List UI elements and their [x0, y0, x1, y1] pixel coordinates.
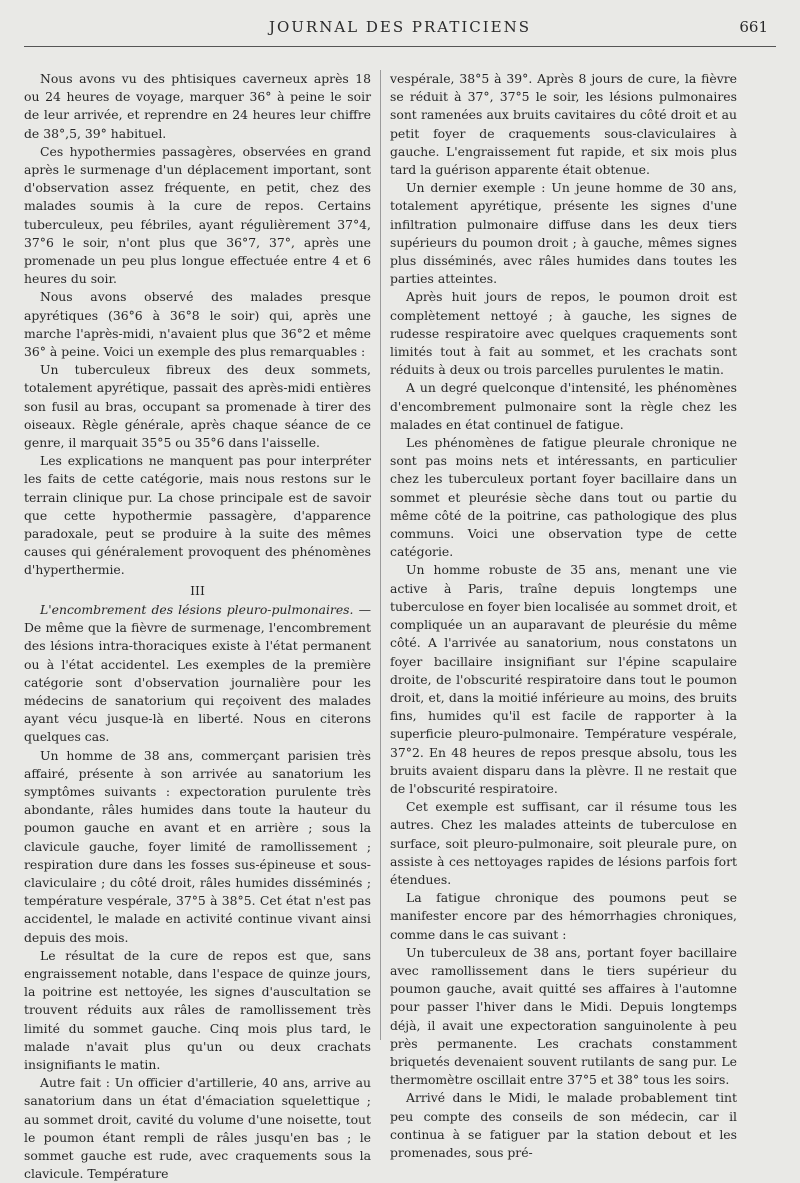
paragraph: Les phénomènes de fatigue pleurale chronique ne sont pas moins nets et intéressants, en particulier chez les tuberculeux portant foyer bacillaire dans un sommet et pleurésie sèche dans tout ou partie du même côté de la poitrine, cas pathologique des plus communs. Voici une observation type de cette catégorie. — [390, 435, 737, 560]
paragraph: Un dernier exemple : Un jeune homme de 30 ans, totalement apyrétique, présente les signes d'une infiltration pulmonaire diffuse dans les deux tiers supérieurs du poumon droit ; à gauche, mêmes signes plus disséminés, avec râles humides dans toutes les parties atteintes. — [390, 180, 737, 287]
paragraph: Un tuberculeux fibreux des deux sommets, totalement apyrétique, passait des après-midi entières son fusil au bras, occupant sa promenade à tirer des oiseaux. Règle générale, après chaque séance de ce genre, il marquait 35°5 ou 35°6 dans l'aisselle. — [24, 362, 371, 451]
paragraph: Le résultat de la cure de repos est que, sans engraissement notable, dans l'espace de quinze jours, la poitrine est nettoyée, les signes d'auscultation se trouvent réduits aux râles de ramollissement très limité du sommet gauche. Cinq mois plus tard, le malade n'avait plus qu'un ou deux crachats insignifiants le matin. — [24, 947, 371, 1072]
section-text: — De même que la fièvre de surmenage, l'encombrement des lésions intra-thoraciques existe à l'état permanent ou à l'état accidentel. Les exemples de la première catégorie sont d'observation journalière pour les médecins de sanatorium qui reçoivent des malades ayant vécu jusque-là en liberté. Nous en citerons quelques cas. — [24, 601, 371, 745]
page-number: 661 — [739, 18, 768, 36]
running-header — [24, 18, 776, 44]
paragraph: Autre fait : Un officier d'artillerie, 40 ans, arrive au sanatorium dans un état d'émaciation squelettique ; au sommet droit, cavité du volume d'une noisette, tout le poumon étant rempli de râles jusqu'en bas ; le sommet gauche est rude, avec craquements sous la clavicule. Température — [24, 1075, 371, 1182]
paragraph: Nous avons vu des phtisiques caverneux après 18 ou 24 heures de voyage, marquer 36° à peine le soir de leur arrivée, et reprendre en 24 heures leur chiffre de 38°,5, 39° habituel. — [24, 71, 371, 141]
paragraph: La fatigue chronique des poumons peut se manifester encore par des hémorrhagies chroniques, comme dans le cas suivant : — [390, 890, 737, 942]
paragraph: vespérale, 38°5 à 39°. Après 8 jours de cure, la fièvre se réduit à 37°, 37°5 le soir, les lésions pulmonaires sont ramenées aux bruits cavitaires du côté droit et au petit foyer de craquements sous-claviculaires à gauche. L'engraissement fut rapide, et six mois plus tard la guérison apparente était obtenue. — [390, 71, 737, 178]
journal-title: JOURNAL DES PRATICIENS — [268, 18, 532, 36]
paragraph: Les explications ne manquent pas pour interpréter les faits de cette catégorie, mais nous restons sur le terrain clinique pur. La chose principale est de savoir que cette hypothermie passagère, d'apparence paradoxale, peut se produire à la suite des mêmes causes qui généralement provoquent des phénomènes d'hyperthermie. — [24, 453, 371, 578]
paragraph: Ces hypothermies passagères, observées en grand après le surmenage d'un déplacement important, sont d'observation assez fréquente, en petit, chez des malades soumis à la cure de repos. Certains tuberculeux, peu fébriles, ayant régulièrement 37°4, 37°6 le soir, n'ont plus que 36°7, 37°, après une promenade un peu plus longue effectuée entre 4 et 6 heures du soir. — [24, 143, 371, 287]
paragraph: Un tuberculeux de 38 ans, portant foyer bacillaire avec ramollissement dans le tiers supérieur du poumon gauche, avait quitté ses affaires à l'automne pour passer l'hiver dans le Midi. Depuis longtemps déjà, il avait une expectoration sanguinolente à peu près permanente. Les crachats constamment briquetés devenaient souvent rutilants de sang pur. Le thermomètre oscillait entre 37°5 et 38° tous les soirs. — [390, 944, 737, 1088]
section-title: L'encombrement des lésions pleuro-pulmonaires. — [40, 601, 354, 617]
left-column — [24, 70, 371, 1183]
paragraph: Nous avons observé des malades presque apyrétiques (36°6 à 36°8 le soir) qui, après une marche l'après-midi, n'avaient plus que 36°2 et même 36° à peine. Voici un exemple des plus remarquables : — [24, 289, 371, 360]
paragraph: Arrivé dans le Midi, le malade probablement tint peu compte des conseils de son médecin, car il continua à se fatiguer par la station debout et les promenades, sous pré- — [390, 1090, 737, 1160]
paragraph — [24, 601, 371, 747]
paragraph: Un homme robuste de 35 ans, menant une vie active à Paris, traîne depuis longtemps une tuberculose en foyer bien localisée au sommet droit, et compliquée un an auparavant de pleurésie du même côté. A l'arrivée au sanatorium, nous constatons un foyer bacillaire insignifiant sur l'épine scapulaire droite, de l'obscurité respiratoire dans tout le poumon droit, et, dans la moitié inférieure au moins, des bruits fins, humides qu'il est facile de rapporter à la superficie pleuro-pulmonaire. Température vespérale, 37°2. En 48 heures de repos presque absolu, tous les bruits avaient disparu dans la plèvre. Il ne restait que de l'obscurité respiratoire. — [390, 562, 737, 796]
column-divider — [380, 70, 381, 1040]
header-rule — [24, 46, 776, 47]
paragraph: Cet exemple est suffisant, car il résume tous les autres. Chez les malades atteints de tuberculose en surface, soit pleuro-pulmonaire, soit pleurale pure, on assiste à ces nettoyages rapides de lésions parfois fort étendues. — [390, 799, 737, 887]
paragraph: Un homme de 38 ans, commerçant parisien très affairé, présente à son arrivée au sanatorium les symptômes suivants : expectoration purulente très abondante, râles humides dans toute la hauteur du poumon gauche en avant et en arrière ; sous la clavicule gauche, foyer limité de ramollissement ; respiration dure dans les fosses sus-épineuse et sous-claviculaire ; du côté droit, râles humides disséminés ; température vespérale, 37°5 à 38°5. Cet état n'est pas accidentel, le malade en activité continue vivant ainsi depuis des mois. — [24, 747, 371, 945]
paragraph: A un degré quelconque d'intensité, les phénomènes d'encombrement pulmonaire sont la règle chez les malades en état continuel de fatigue. — [390, 380, 737, 432]
paragraph: Après huit jours de repos, le poumon droit est complètement nettoyé ; à gauche, les signes de rudesse respiratoire avec quelques craquements sont limités tout à fait au sommet, et les crachats sont réduits à deux ou trois parcelles purulentes le matin. — [390, 289, 737, 378]
section-number: III — [190, 582, 205, 598]
right-column — [390, 70, 737, 1162]
